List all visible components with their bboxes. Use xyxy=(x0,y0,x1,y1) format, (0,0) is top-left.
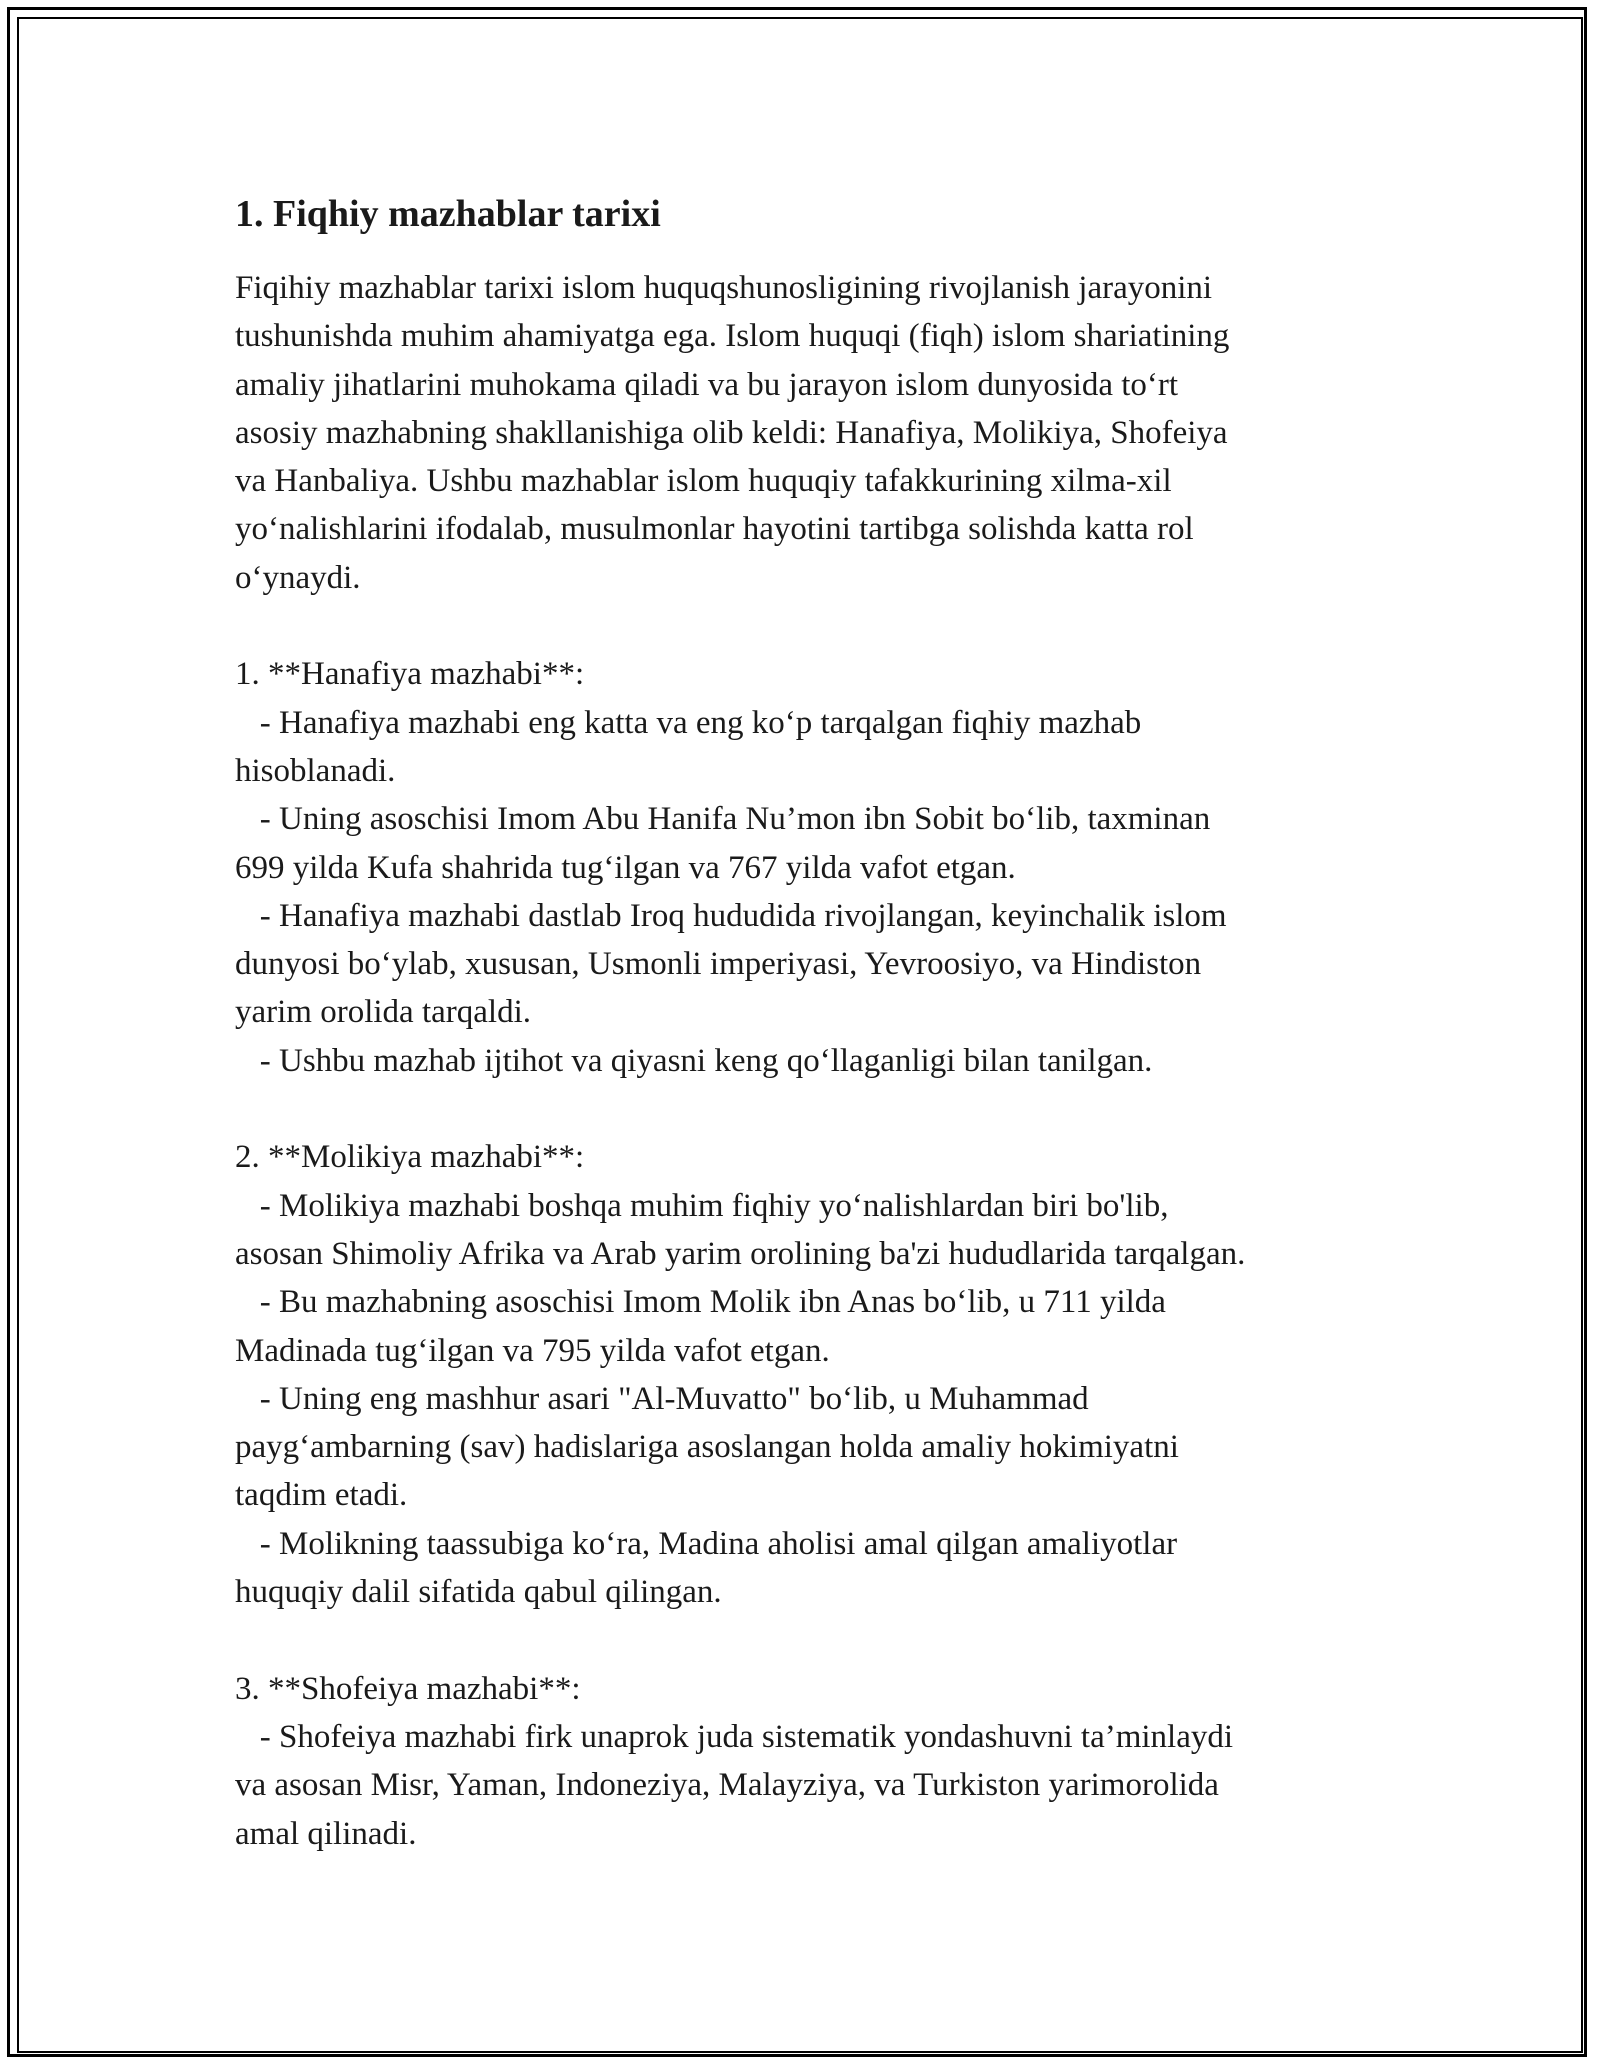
document-title: 1. Fiqhiy mazhablar tarixi xyxy=(235,193,661,235)
document-content xyxy=(235,190,1385,1858)
document-body: Fiqihiy mazhablar tarixi islom huquqshunosligining rivojlanish jarayonini tushunishda muhim ahamiyatga ega. Islom huquqi (fiqh) islom shariatining amaliy jihatlarini muhokama qiladi va bu jarayon islom dunyosida to‘rt asosiy mazhabning shakllanishiga olib keldi: Hanafiya, Molikiya, Shofeiya va Hanbaliya. Ushbu mazhablar islom huquqiy tafakkurining xilma-xil yo‘nalishlarini ifodalab, musulmonlar hayotini tartibga solishda katta rol o‘ynaydi. 1. **Hanafiya mazhabi**: - Hanafiya mazhabi eng katta va eng ko‘p tarqalgan fiqhiy mazhab hisoblanadi. - Uning asoschisi Imom Abu Hanifa Nu’mon ibn Sobit bo‘lib, taxminan 699 yilda Kufa shahrida tug‘ilgan va 767 yilda vafot etgan. - Hanafiya mazhabi dastlab Iroq hududida rivojlangan, keyinchalik islom dunyosi bo‘ylab, xususan, Usmonli imperiyasi, Yevroosiyo, va Hindiston yarim orolida tarqaldi. - Ushbu mazhab ijtihot va qiyasni keng qo‘llaganligi bilan tanilgan. 2. **Molikiya mazhabi**: - Molikiya mazhabi boshqa muhim fiqhiy yo‘nalishlardan biri bo'lib, asosan Shimoliy Afrika va Arab yarim orolining ba'zi hududlarida tarqalgan. - Bu mazhabning asoschisi Imom Molik ibn Anas bo‘lib, u 711 yilda Madinada tug‘ilgan va 795 yilda vafot etgan. - Uning eng mashhur asari "Al-Muvatto" bo‘lib, u Muhammad payg‘ambarning (sav) hadislariga asoslangan holda amaliy hokimiyatni taqdim etadi. - Molikning taassubiga ko‘ra, Madina aholisi amal qilgan amaliyotlar huquqiy dalil sifatida qabul qilingan. 3. **Shofeiya mazhabi**: - Shofeiya mazhabi firk unaprok juda sistematik yondashuvni ta’minlaydi va asosan Misr, Yaman, Indoneziya, Malayziya, va Turkiston yarimorolida amal qilinadi. xyxy=(235,270,1246,1852)
